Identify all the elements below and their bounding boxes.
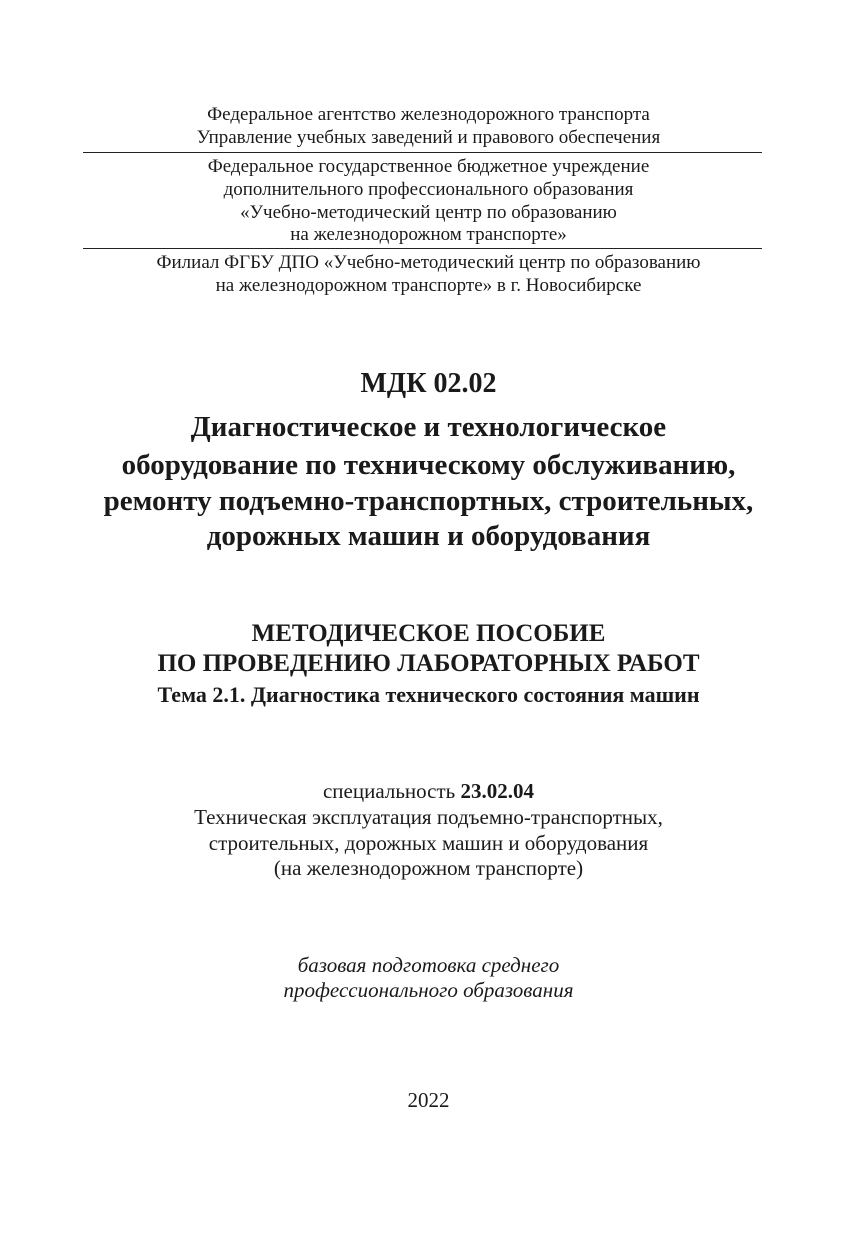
specialty-line (0, 778, 857, 804)
header-divider-1 (83, 152, 762, 153)
specialty-number: 23.02.04 (460, 779, 534, 803)
publication-year: 2022 (407, 1088, 450, 1112)
specialty-label: специальность (322, 779, 456, 803)
doc-topic: Тема 2.1. Диагностика технического состояния машин (157, 682, 700, 707)
course-title-line-3: ремонту подъемно-транспортных, строительных, (103, 485, 754, 517)
specialty-name-line-1: Техническая эксплуатация подъемно-транспортных, (194, 805, 663, 829)
specialty-name-line-2: строительных, дорожных машин и оборудования (208, 831, 649, 855)
training-line-2: профессионального образования (283, 978, 574, 1002)
agency-line-1: Федеральное агентство железнодорожного транспорта (207, 104, 650, 125)
doc-type-line-1: МЕТОДИЧЕСКОЕ ПОСОБИЕ (251, 620, 606, 647)
branch-line-1: Филиал ФГБУ ДПО «Учебно-методический центр по образованию (156, 252, 701, 273)
course-title-line-2: оборудование по техническому обслуживанию, (121, 449, 736, 481)
institution-line-1: Федеральное государственное бюджетное учреждение (207, 156, 650, 177)
course-title-line-1: Диагностическое и технологическое (190, 411, 667, 443)
institution-line-4: на железнодорожном транспорте» (290, 224, 567, 245)
specialty-name-line-3: (на железнодорожном транспорте) (273, 856, 584, 880)
institution-line-2: дополнительного профессионального образования (223, 179, 634, 200)
agency-line-2: Управление учебных заведений и правового обеспечения (196, 127, 661, 148)
course-title-line-4: дорожных машин и оборудования (206, 520, 651, 552)
branch-line-2: на железнодорожном транспорте» в г. Новосибирске (215, 275, 642, 296)
training-line-1: базовая подготовка среднего (297, 953, 560, 977)
header-divider-2 (83, 248, 762, 249)
doc-type-line-2: ПО ПРОВЕДЕНИЮ ЛАБОРАТОРНЫХ РАБОТ (157, 650, 700, 677)
institution-line-3: «Учебно-методический центр по образованию (240, 202, 617, 223)
course-code: МДК 02.02 (360, 368, 497, 399)
